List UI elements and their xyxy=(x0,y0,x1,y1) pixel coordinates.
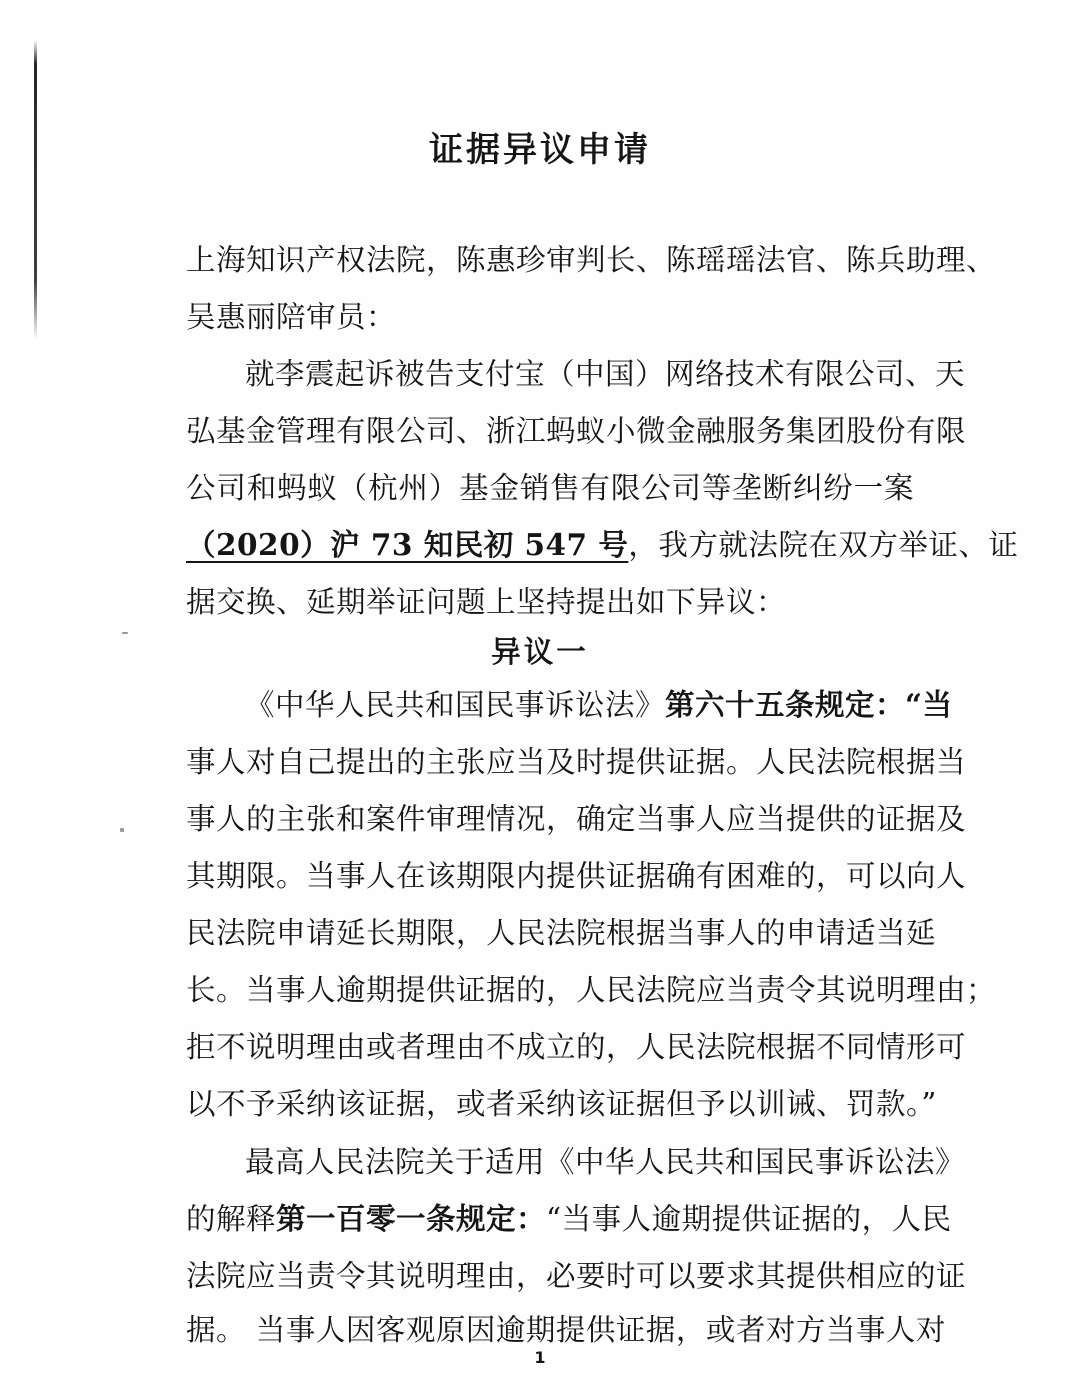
intro-line: 公司和蚂蚁（杭州）基金销售有限公司等垄断纠纷一案 xyxy=(186,471,914,505)
para1-line xyxy=(245,682,953,724)
intro-line xyxy=(186,522,1019,564)
article-reference: 第一百零一条规定： xyxy=(276,1201,547,1236)
intro-line: 就李震起诉被告支付宝（中国）网络技术有限公司、天 xyxy=(245,357,966,391)
page-number: 1 xyxy=(534,1348,546,1367)
para2-line: 法院应当责令其说明理由，必要时可以要求其提供相应的证 xyxy=(186,1259,967,1293)
para2-line: 最高人民法院关于适用《中华人民共和国民事诉讼法》 xyxy=(245,1145,966,1179)
intro-line: 弘基金管理有限公司、浙江蚂蚁小微金融服务集团股份有限 xyxy=(186,414,967,448)
para2-line xyxy=(186,1196,952,1238)
para1-line: 拒不说明理由或者理由不成立的，人民法院根据不同情形可 xyxy=(186,1030,967,1064)
para2-line: 据。 当事人因客观原因逾期提供证据，或者对方当事人对 xyxy=(186,1313,946,1347)
intro-line: 据交换、延期举证问题上坚持提出如下异议： xyxy=(186,585,787,619)
scan-speck xyxy=(120,828,124,832)
addressee-line: 吴惠丽陪审员： xyxy=(186,300,397,334)
para1-line: 民法院申请延长期限，人民法院根据当事人的申请适当延 xyxy=(186,916,937,950)
para1-line: 事人的主张和案件审理情况，确定当事人应当提供的证据及 xyxy=(186,802,967,836)
addressee-line: 上海知识产权法院，陈惠珍审判长、陈瑶瑶法官、陈兵助理、 xyxy=(186,243,997,277)
article-reference: 第六十五条规定： xyxy=(665,687,906,722)
para1-line: 长。当事人逾期提供证据的，人民法院应当责令其说明理由； xyxy=(186,973,997,1007)
case-number: （2020）沪 73 知民初 547 号 xyxy=(186,527,629,562)
para1-line: 事人对自己提出的主张应当及时提供证据。人民法院根据当 xyxy=(186,745,967,779)
para1-line: 以不予采纳该证据，或者采纳该证据但予以训诫、罚款。” xyxy=(186,1087,937,1121)
intro-text: ，我方就法院在双方举证、证 xyxy=(628,528,1019,562)
document-title: 证据异议申请 xyxy=(429,130,651,170)
law-name: 《中华人民共和国民事诉讼法》 xyxy=(245,688,666,722)
para2-prefix: 的解释 xyxy=(186,1202,277,1236)
para2-text: “当事人逾期提供证据的，人民 xyxy=(546,1202,952,1236)
para1-line: 其期限。当事人在该期限内提供证据确有困难的，可以向人 xyxy=(186,859,967,893)
objection-heading: 异议一 xyxy=(491,634,589,669)
binding-edge-mark xyxy=(34,40,37,340)
quote-start: “当 xyxy=(905,687,953,722)
